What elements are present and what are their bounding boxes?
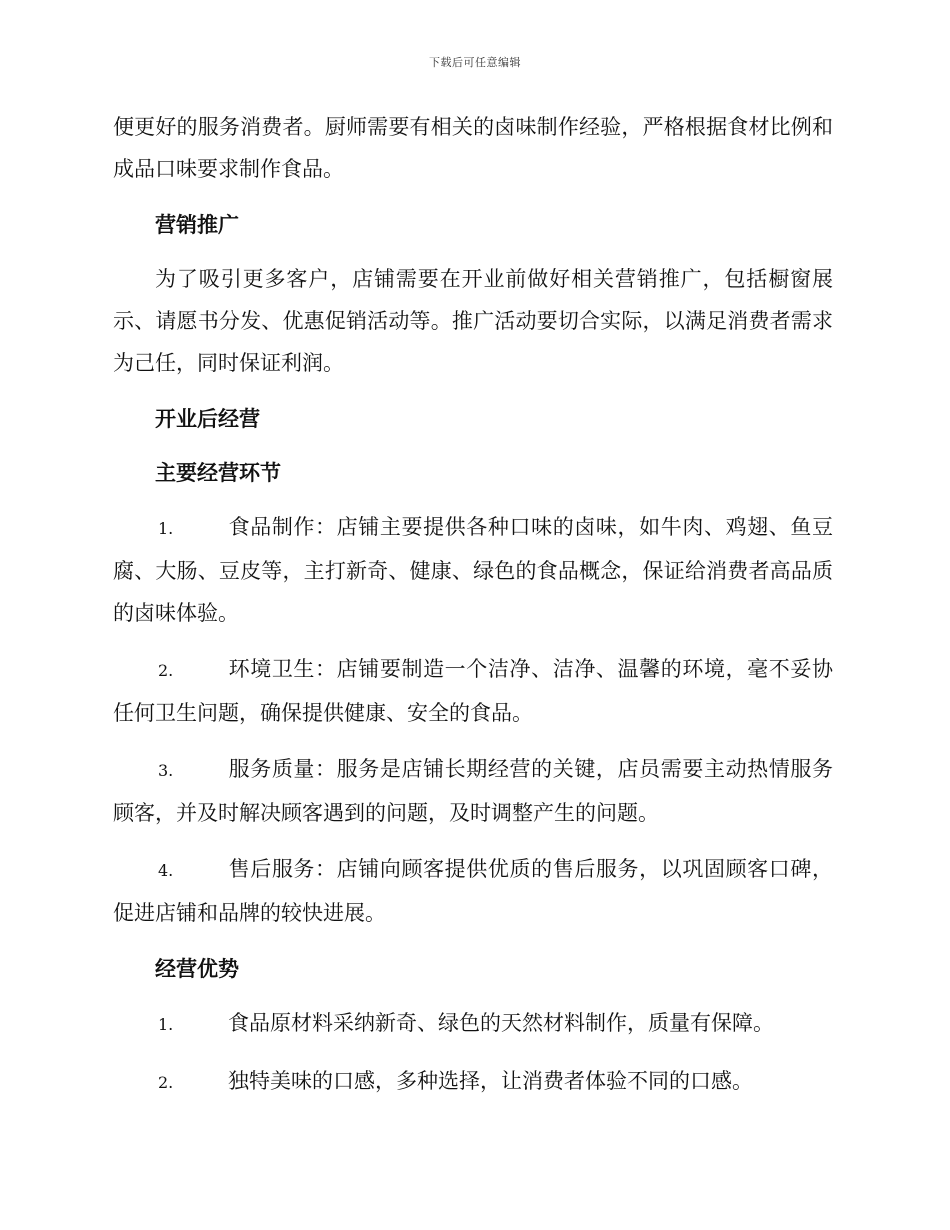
list-item (113, 1060, 833, 1104)
list-number: 2. (158, 661, 174, 680)
subsection-heading: 经营优势 (155, 957, 239, 981)
list-item (113, 506, 833, 634)
list-text: 服务质量：服务是店铺长期经营的关键，店员需要主动热情服务顾客，并及时解决顾客遇到的问题，及时调整产生的问题。 (113, 757, 833, 825)
list-text: 售后服务：店铺向顾客提供优质的售后服务，以巩固顾客口碑，促进店铺和品牌的较快进展。 (113, 857, 833, 925)
list-text: 食品原材料采纳新奇、绿色的天然材料制作，质量有保障。 (228, 1011, 774, 1035)
list-text: 食品制作：店铺主要提供各种口味的卤味，如牛肉、鸡翅、鱼豆腐、大肠、豆皮等，主打新奇、健康、绿色的食品概念，保证给消费者高品质的卤味体验。 (113, 515, 833, 625)
list-item (113, 848, 833, 934)
section-heading: 开业后经营 (155, 407, 260, 431)
subsection-heading: 主要经营环节 (155, 461, 281, 485)
list-number: 2. (158, 1073, 174, 1092)
list-item (113, 748, 833, 834)
paragraph: 为了吸引更多客户，店铺需要在开业前做好相关营销推广，包括橱窗展示、请愿书分发、优惠促销活动等。推广活动要切合实际，以满足消费者需求为己任，同时保证利润。 (113, 267, 833, 375)
list-text: 环境卫生：店铺要制造一个洁净、洁净、温馨的环境，毫不妥协任何卫生问题，确保提供健康、安全的食品。 (113, 657, 833, 725)
list-item (113, 1002, 833, 1046)
paragraph: 便更好的服务消费者。厨师需要有相关的卤味制作经验，严格根据食材比例和成品口味要求制作食品。 (113, 115, 833, 181)
document-body (113, 106, 833, 1118)
list-item (113, 648, 833, 734)
list-number: 1. (158, 1015, 174, 1034)
header-note: 下载后可任意编辑 (429, 56, 521, 69)
section-heading: 营销推广 (155, 213, 239, 237)
list-text: 独特美味的口感，多种选择，让消费者体验不同的口感。 (228, 1069, 753, 1093)
list-number: 1. (158, 519, 174, 538)
list-number: 4. (158, 861, 174, 880)
list-number: 3. (158, 761, 174, 780)
